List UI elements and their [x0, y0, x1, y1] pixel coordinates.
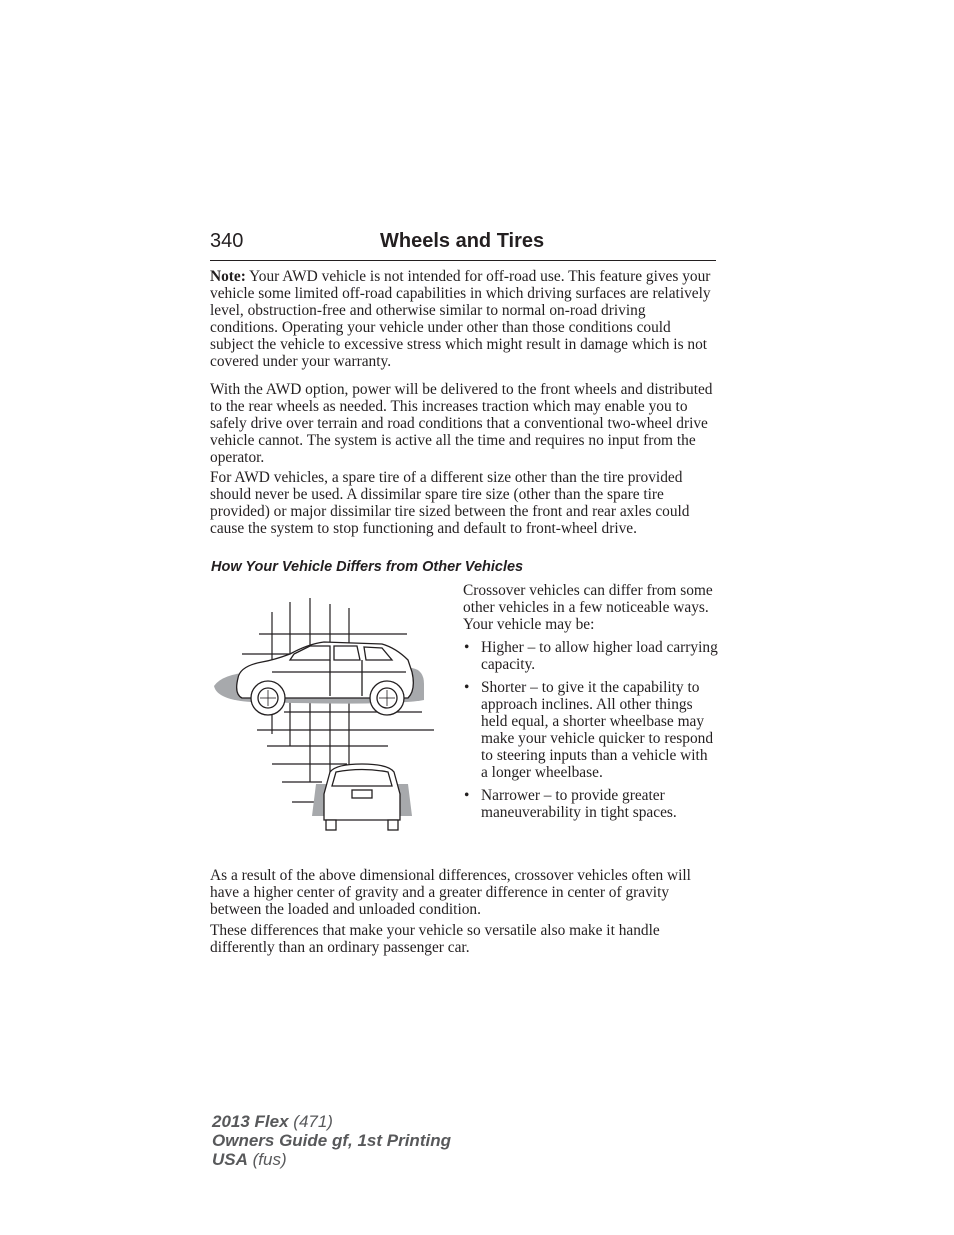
footer-model-line — [212, 1112, 451, 1131]
dimensional-differences-paragraph: As a result of the above dimensional differences, crossover vehicles often will have a higher center of gravity and a greater difference in center of gravity between the loaded and unloaded condition. — [210, 867, 691, 918]
page-footer — [212, 1112, 451, 1169]
crossover-side-column — [463, 582, 718, 827]
bullet-marker: • — [464, 639, 470, 656]
footer-model: 2013 Flex — [212, 1112, 289, 1131]
list-item — [463, 787, 718, 821]
page-number: 340 — [210, 230, 244, 252]
list-item — [463, 639, 718, 673]
crossover-bullet-list — [463, 639, 718, 821]
note-label: Note: — [210, 268, 246, 285]
crossover-intro: Crossover vehicles can differ from some other vehicles in a few noticeable ways. Your vehicle may be: — [463, 582, 713, 633]
bullet-marker: • — [464, 679, 470, 696]
footer-guide-line — [212, 1131, 451, 1150]
list-item — [463, 679, 718, 781]
page-header — [210, 228, 716, 261]
spare-tire-paragraph: For AWD vehicles, a spare tire of a different size other than the tire provided should never be used. A dissimilar spare tire size (other than the spare tire provided) or major dissimilar tire sized between the front and rear axles could cause the system to stop functioning and default to front-wheel drive. — [210, 469, 690, 537]
crossover-vehicle-illustration — [212, 594, 442, 834]
footer-region-line — [212, 1150, 451, 1169]
footer-guide: Owners Guide gf, 1st Printing — [212, 1131, 451, 1150]
note-text: Your AWD vehicle is not intended for off-road use. This feature gives your vehicle some limited off-road capabilities in which driving surfaces are relatively level, obstruction-free and otherwise similar to normal on-road driving conditions. Operating your vehicle under other than those conditions could subject the vehicle to excessive stress which might result in damage which is not covered under your warranty. — [210, 268, 711, 370]
footer-model-code: (471) — [288, 1112, 333, 1131]
footer-region: USA — [212, 1150, 248, 1169]
bullet-text: Higher – to allow higher load carrying capacity. — [481, 639, 718, 673]
bullet-text: Narrower – to provide greater maneuverability in tight spaces. — [481, 787, 677, 821]
note-paragraph — [210, 268, 716, 370]
vehicle-grid-graphic — [212, 594, 442, 834]
awd-option-paragraph: With the AWD option, power will be delivered to the front wheels and distributed to the rear wheels as needed. This increases traction which may enable you to safely drive over terrain and road conditions that a conventional two-wheel drive vehicle cannot. The system is active all the time and requires no input from the operator. — [210, 381, 713, 466]
subheading: How Your Vehicle Differs from Other Vehicles — [211, 559, 524, 575]
bullet-marker: • — [464, 787, 470, 804]
bullet-text: Shorter – to give it the capability to approach inclines. All other things held equal, a shorter wheelbase may make your vehicle quicker to respond to steering inputs than a vehicle with a longer wheelbase. — [481, 679, 714, 781]
section-title: Wheels and Tires — [380, 230, 545, 252]
footer-region-code: (fus) — [247, 1150, 287, 1169]
versatility-paragraph: These differences that make your vehicle so versatile also make it handle differently than an ordinary passenger car. — [210, 922, 660, 956]
